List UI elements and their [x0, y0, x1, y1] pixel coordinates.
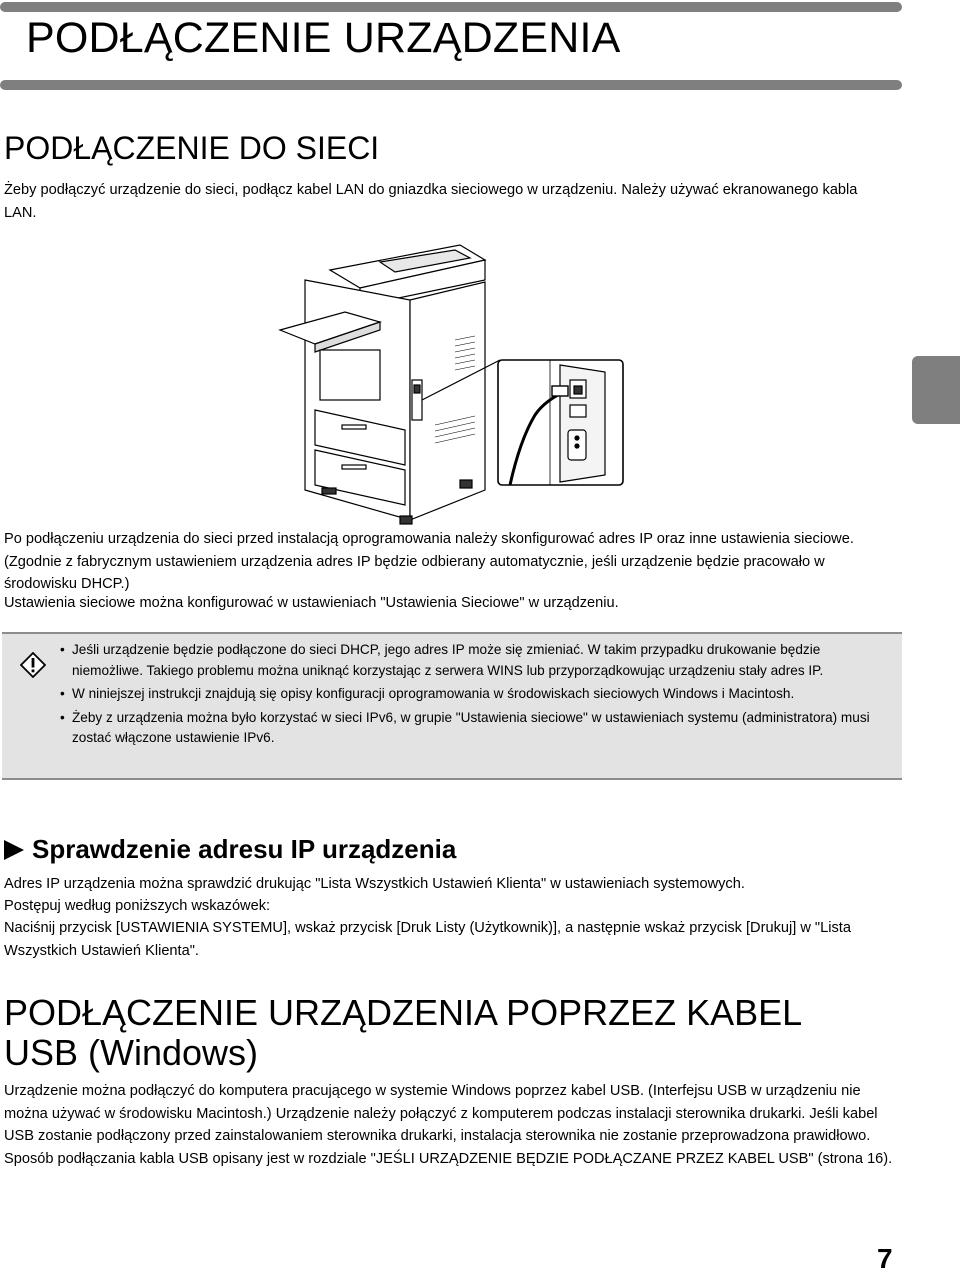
triangle-bullet-icon — [4, 840, 24, 860]
note-item: • Jeśli urządzenie będzie podłączone do sieci DHCP, jego adres IP może się zmieniać. W takim przypadku drukowanie będzie niemożliwe. Takiego problemu można uniknąć korzystając z serwera WINS lub przyporządkowując urządzeniu stały adres IP. — [60, 640, 892, 681]
note-list — [60, 640, 892, 752]
ip-check-para-1: Adres IP urządzenia można sprawdzić drukując "Lista Wszystkich Ustawień Klienta" w ustawieniach systemowych. — [4, 876, 745, 892]
page-title: PODŁĄCZENIE URZĄDZENIA — [26, 14, 621, 62]
chapter-side-tab — [912, 356, 960, 424]
header-bottom-bar — [0, 80, 902, 90]
network-para-2: Ustawienia sieciowe można konfigurować w ustawieniach "Ustawienia Sieciowe" w urządzeniu. — [4, 595, 619, 611]
network-intro: Żeby podłączyć urządzenie do sieci, podłącz kabel LAN do gniazdka sieciowego w urządzeniu. Należy używać ekranowanego kabla LAN. — [4, 182, 858, 221]
usb-para: Urządzenie można podłączyć do komputera pracującego w systemie Windows poprzez kabel USB. (Interfejsu USB w urządzeniu nie można używać w środowisku Macintosh.) Urządzenie należy połączyć z komputerem podczas instalacji sterownika drukarki. Jeśli kabel USB zostanie podłączony przed zainstalowaniem sterownika drukarki, instalacja sterownika nie zostanie przeprowadzona prawidłowo. Sposób podłączania kabla USB opisany jest w rozdziale "JEŚLI URZĄDZENIE BĘDZIE PODŁĄCZANE PRZEZ KABEL USB" (strona 16). — [4, 1083, 893, 1167]
section-heading-usb: PODŁĄCZENIE URZĄDZENIA POPRZEZ KABEL USB (Windows) — [4, 992, 801, 1073]
page-number: 7 — [877, 1243, 893, 1274]
network-para-1: Po podłączeniu urządzenia do sieci przed instalacją oprogramowania należy skonfigurować adres IP oraz inne ustawienia sieciowe. (Zgodnie z fabrycznym ustawieniem urządzenia adres IP będzie odbierany automatycznie, jeśli urządzenie będzie pracowało w środowisku DHCP.) — [4, 531, 854, 592]
note-box — [2, 632, 902, 780]
section-heading-ip-check — [4, 834, 456, 865]
note-item: • Żeby z urządzenia można było korzystać w sieci IPv6, w grupie "Ustawienia sieciowe" w ustawieniach systemu (administratora) musi zostać włączone ustawienie IPv6. — [60, 708, 892, 749]
header-top-bar — [0, 2, 902, 12]
warning-icon — [20, 652, 46, 683]
printer-lan-illustration — [270, 240, 640, 535]
section-heading-network: PODŁĄCZENIE DO SIECI — [4, 130, 380, 166]
section-heading-ip-check-label: Sprawdzenie adresu IP urządzenia — [32, 834, 457, 864]
ip-check-para-2: Postępuj według poniższych wskazówek: — [4, 898, 271, 914]
ip-check-para-3: Naciśnij przycisk [USTAWIENIA SYSTEMU], wskaż przycisk [Druk Listy (Użytkownik)], a następnie wskaż przycisk [Drukuj] w "Lista Wszystkich Ustawień Klienta". — [4, 920, 851, 959]
note-item: • W niniejszej instrukcji znajdują się opisy konfiguracji oprogramowania w środowiskach sieciowych Windows i Macintosh. — [60, 684, 892, 705]
